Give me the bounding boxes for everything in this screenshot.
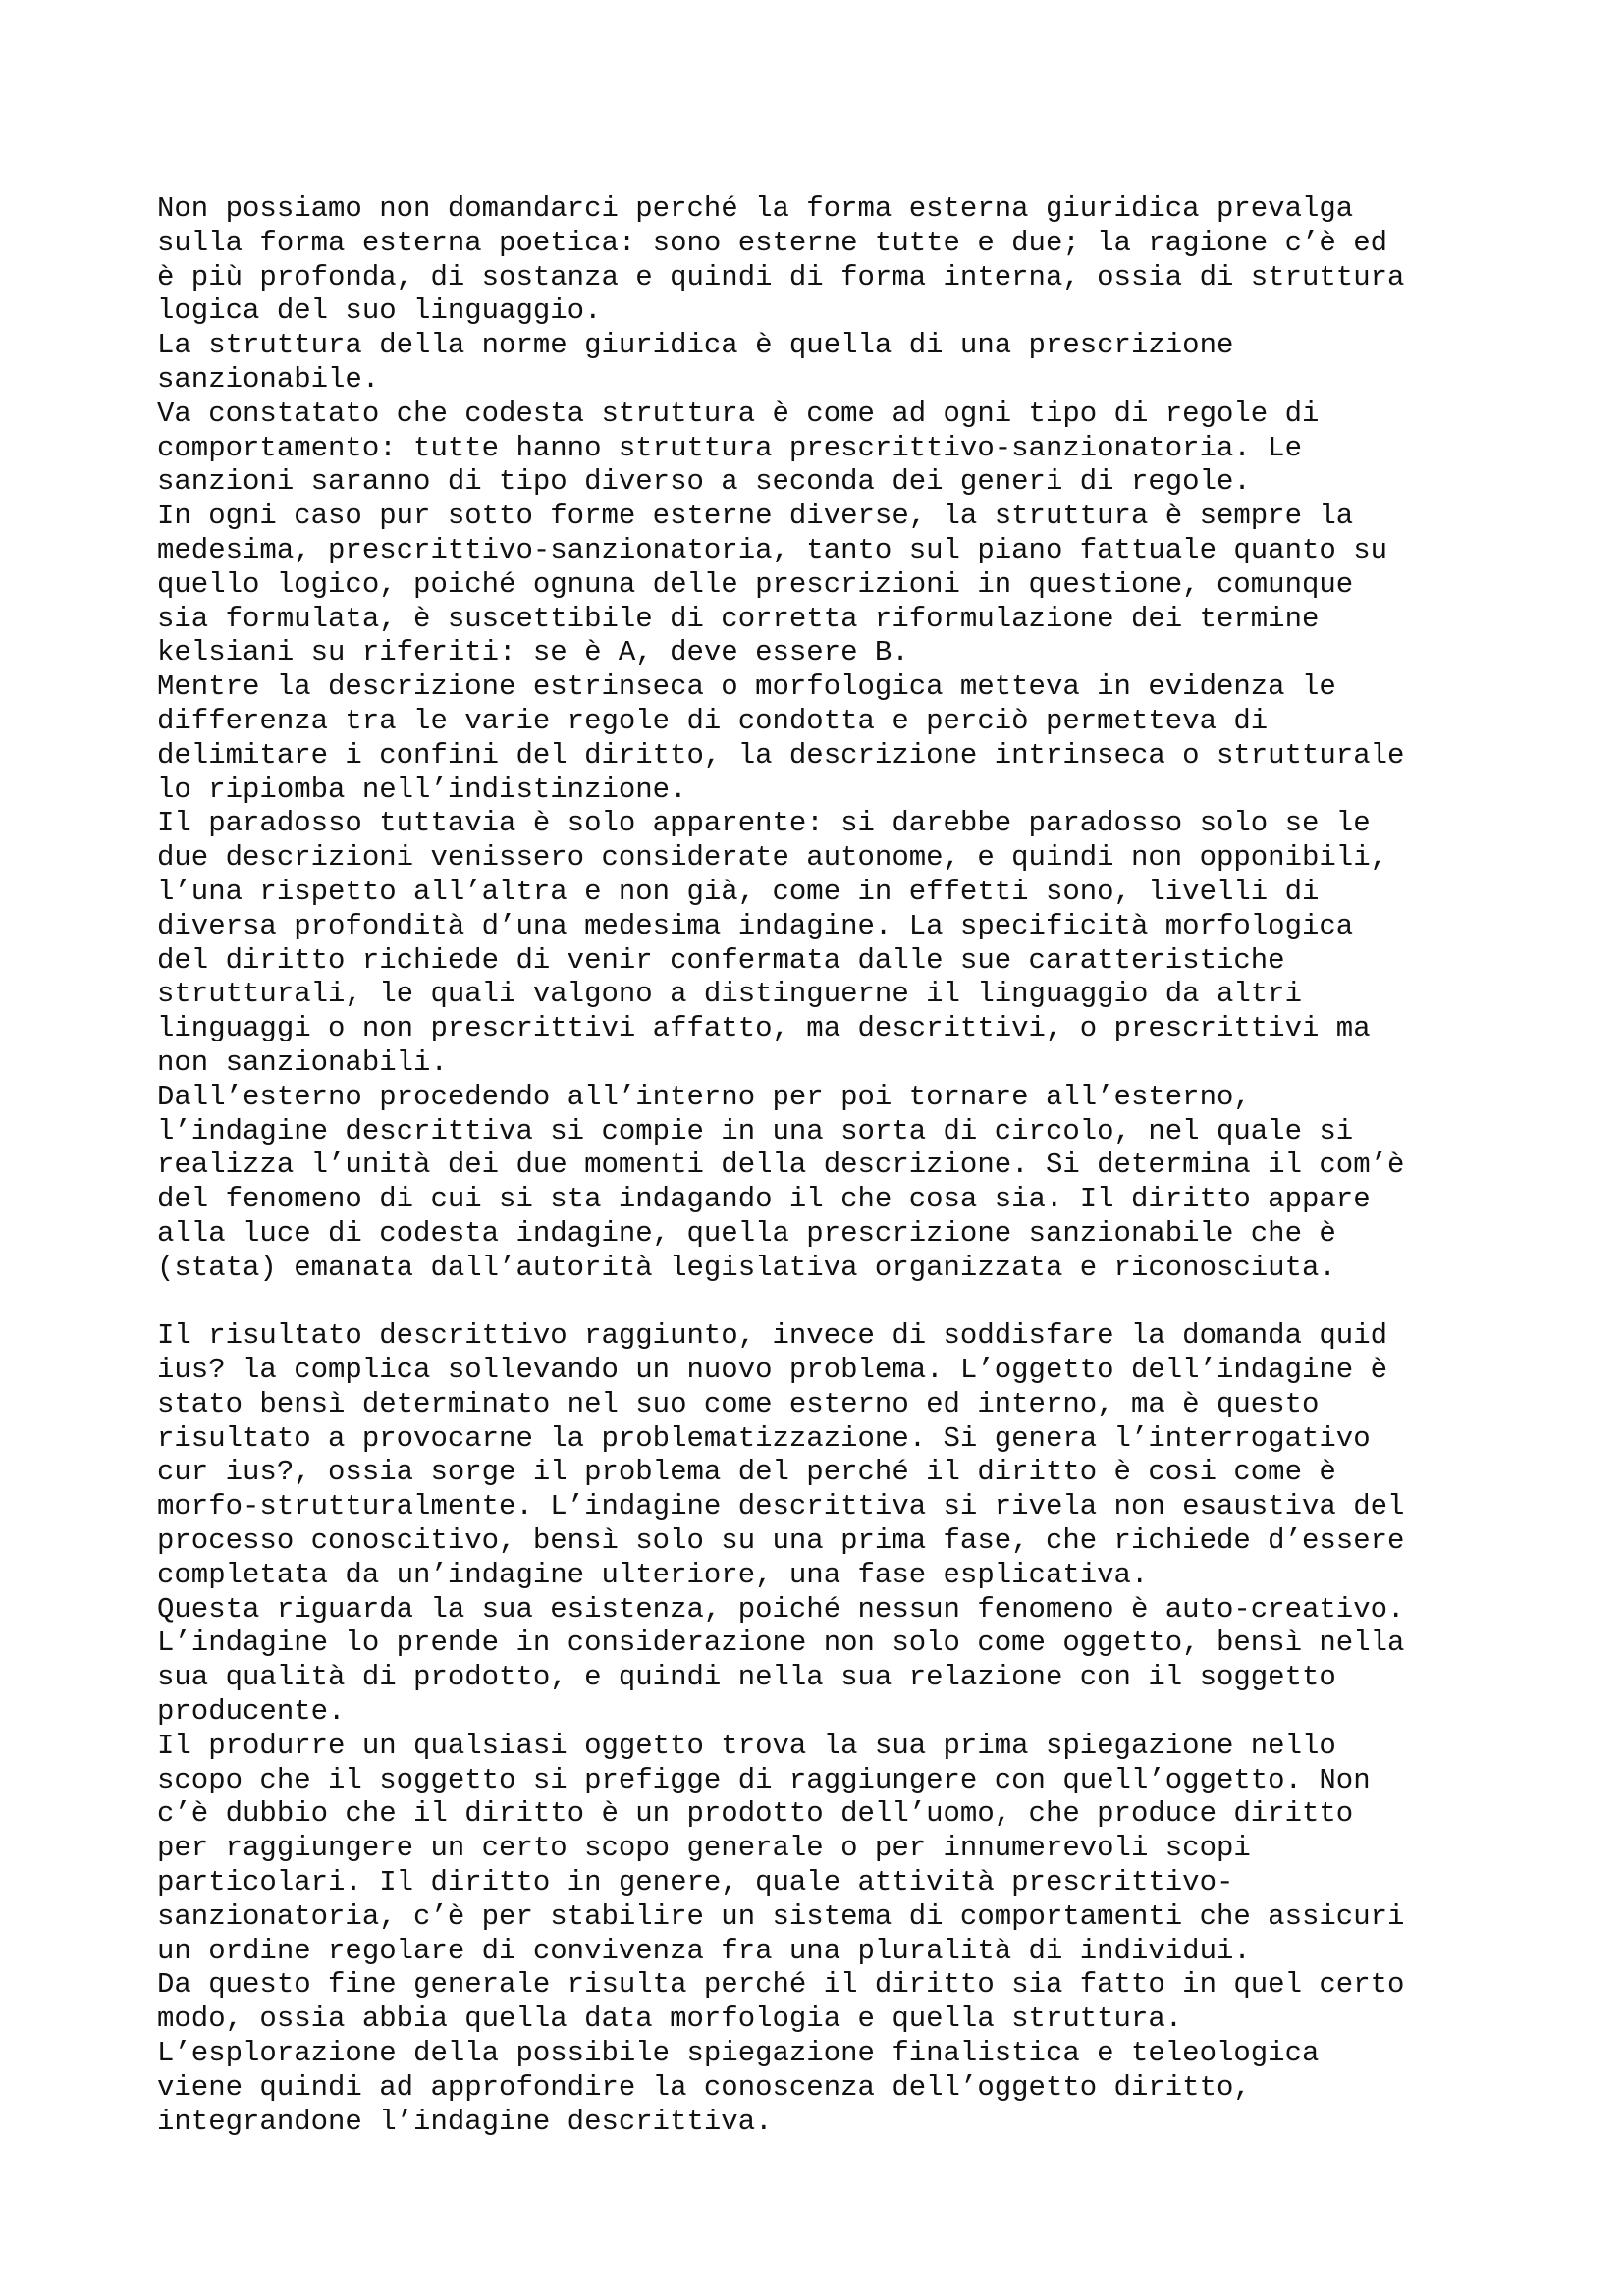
text-line: non sanzionabili. (157, 1045, 448, 1079)
text-line: modo, ossia abbia quella data morfologia e quella struttura. (157, 2002, 1183, 2036)
text-line: del diritto richiede di venir confermata dalle sue caratteristiche (157, 943, 1285, 977)
text-line: L’esplorazione della possibile spiegazione finalistica e teleologica (157, 2037, 1320, 2070)
text-line: (stata) emanata dall’autorità legislativa organizzata e riconosciuta. (157, 1251, 1336, 1284)
body-text (157, 192, 1532, 2139)
text-line: l’indagine descrittiva si compie in una sorta di circolo, nel quale si (157, 1114, 1354, 1148)
text-line: Non possiamo non domandarci perché la forma esterna giuridica prevalga (157, 192, 1354, 225)
text-line: sua qualità di prodotto, e quindi nella sua relazione con il soggetto (157, 1661, 1336, 1694)
text-line: comportamento: tutte hanno struttura prescrittivo-sanzionatoria. Le (157, 431, 1302, 464)
text-line: processo conoscitivo, bensì solo su una prima fase, che richiede d’essere (157, 1524, 1405, 1558)
text-line: sanzioni saranno di tipo diverso a seconda dei generi di regole. (157, 465, 1251, 499)
text-line: linguaggi o non prescrittivi affatto, ma descrittivi, o prescrittivi ma (157, 1012, 1371, 1045)
text-line: stato bensì determinato nel suo come esterno ed interno, ma è questo (157, 1387, 1320, 1420)
text-line: sulla forma esterna poetica: sono esterne tutte e due; la ragione c’è ed (157, 226, 1388, 259)
text-line: completata da un’indagine ulteriore, una fase esplicativa. (157, 1558, 1149, 1591)
text-line: sanzionatoria, c’è per stabilire un sistema di comportamenti che assicuri (157, 1899, 1405, 1933)
text-line: Il produrre un qualsiasi oggetto trova la sua prima spiegazione nello (157, 1729, 1336, 1762)
text-line: l’una rispetto all’altra e non già, come in effetti sono, livelli di (157, 875, 1320, 908)
text-line: cur ius?, ossia sorge il problema del perché il diritto è cosi come è (157, 1456, 1336, 1489)
text-line: strutturali, le quali valgono a distinguerne il linguaggio da altri (157, 978, 1302, 1011)
text-line: logica del suo linguaggio. (157, 294, 602, 328)
text-line: L’indagine lo prende in considerazione non solo come oggetto, bensì nella (157, 1627, 1405, 1660)
text-line: Va constatato che codesta struttura è come ad ogni tipo di regole di (157, 397, 1320, 430)
text-line: Dall’esterno procedendo all’interno per poi tornare all’esterno, (157, 1080, 1251, 1113)
text-line: scopo che il soggetto si prefigge di raggiungere con quell’oggetto. Non (157, 1763, 1371, 1796)
text-line: integrandone l’indagine descrittiva. (157, 2105, 773, 2138)
text-line: un ordine regolare di convivenza fra una pluralità di individui. (157, 1934, 1251, 1967)
text-line: Mentre la descrizione estrinseca o morfologica metteva in evidenza le (157, 670, 1336, 704)
text-line: c’è dubbio che il diritto è un prodotto dell’uomo, che produce diritto (157, 1797, 1354, 1831)
text-line: Il risultato descrittivo raggiunto, invece di soddisfare la domanda quid (157, 1319, 1388, 1353)
text-line: per raggiungere un certo scopo generale o per innumerevoli scopi (157, 1832, 1251, 1865)
text-line: due descrizioni venissero considerate autonome, e quindi non opponibili, (157, 841, 1388, 875)
text-line: producente. (157, 1695, 346, 1729)
text-line: In ogni caso pur sotto forme esterne diverse, la struttura è sempre la (157, 500, 1354, 533)
text-line: particolari. Il diritto in genere, quale attività prescrittivo- (157, 1866, 1234, 1899)
text-line: del fenomeno di cui si sta indagando il che cosa sia. Il diritto appare (157, 1183, 1371, 1216)
text-line: differenza tra le varie regole di condotta e perciò permetteva di (157, 704, 1269, 737)
text-line: risultato a provocarne la problematizzazione. Si genera l’interrogativo (157, 1421, 1371, 1455)
paragraph-gap (157, 1286, 1532, 1320)
text-line: La struttura della norme giuridica è quella di una prescrizione (157, 329, 1234, 362)
text-line: sanzionabile. (157, 362, 380, 396)
text-line: kelsiani su riferiti: se è A, deve essere B. (157, 636, 909, 669)
text-line: morfo-strutturalmente. L’indagine descrittiva si rivela non esaustiva del (157, 1490, 1405, 1523)
text-line: realizza l’unità dei due momenti della descrizione. Si determina il com’è (157, 1148, 1405, 1182)
text-line: ius? la complica sollevando un nuovo problema. L’oggetto dell’indagine è (157, 1354, 1388, 1387)
text-line: sia formulata, è suscettibile di corretta riformulazione dei termine (157, 602, 1320, 635)
text-line: medesima, prescrittivo-sanzionatoria, tanto sul piano fattuale quanto su (157, 533, 1388, 566)
text-line: quello logico, poiché ognuna delle prescrizioni in questione, comunque (157, 567, 1354, 601)
text-line: alla luce di codesta indagine, quella prescrizione sanzionabile che è (157, 1216, 1336, 1250)
text-line: Da questo fine generale risulta perché il diritto sia fatto in quel certo (157, 1968, 1405, 2002)
text-line: delimitare i confini del diritto, la descrizione intrinseca o strutturale (157, 738, 1405, 772)
text-line: Il paradosso tuttavia è solo apparente: si darebbe paradosso solo se le (157, 807, 1371, 840)
text-line: viene quindi ad approfondire la conoscenza dell’oggetto diritto, (157, 2070, 1251, 2104)
text-line: diversa profondità d’una medesima indagine. La specificità morfologica (157, 909, 1354, 942)
text-line: Questa riguarda la sua esistenza, poiché nessun fenomeno è auto-creativo. (157, 1592, 1405, 1626)
text-line: lo ripiomba nell’indistinzione. (157, 773, 687, 806)
text-line: è più profonda, di sostanza e quindi di forma interna, ossia di struttura (157, 260, 1405, 294)
